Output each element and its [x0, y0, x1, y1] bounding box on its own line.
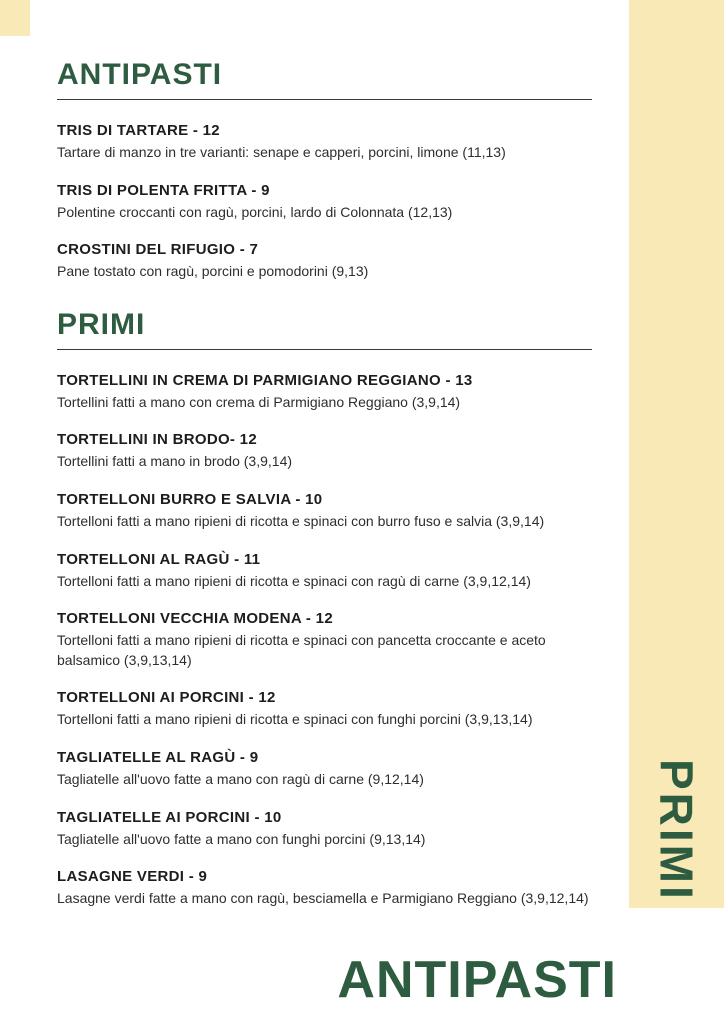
menu-item-description: Tortelloni fatti a mano ripieni di ricotta e spinaci con pancetta croccante e aceto balsamico (3,9,13,14) — [57, 632, 546, 668]
menu-item-name: TORTELLONI VECCHIA MODENA - 12 — [57, 610, 333, 628]
section-title-primi: PRIMI — [57, 307, 146, 341]
menu-item — [57, 239, 592, 282]
menu-item-name: TORTELLINI IN CREMA DI PARMIGIANO REGGIANO - 13 — [57, 371, 473, 389]
menu-item-name: TRIS DI TARTARE - 12 — [57, 122, 220, 139]
menu-item-name: TORTELLINI IN BRODO- 12 — [57, 431, 257, 449]
menu-item-name: LASAGNE VERDI - 9 — [57, 868, 208, 886]
menu-item-name: CROSTINI DEL RIFUGIO - 7 — [57, 241, 259, 259]
menu-item — [57, 489, 592, 532]
menu-item-description: Tortelloni fatti a mano ripieni di ricotta e spinaci con ragù di carne (3,9,12,14) — [57, 572, 531, 589]
menu-item — [57, 747, 592, 790]
menu-item — [57, 687, 592, 730]
menu-item-description: Tagliatelle all'uovo fatte a mano con funghi porcini (9,13,14) — [57, 830, 426, 847]
menu-item — [57, 180, 592, 223]
menu-item-description: Tortelloni fatti a mano ripieni di ricotta e spinaci con burro fuso e salvia (3,9,14) — [57, 512, 545, 529]
menu-item-name: TAGLIATELLE AI PORCINI - 10 — [57, 808, 282, 826]
vertical-section-label: PRIMI — [650, 759, 703, 902]
menu-item-name: TORTELLONI BURRO E SALVIA - 10 — [57, 490, 323, 508]
menu-content — [57, 58, 592, 926]
section-antipasti — [57, 58, 592, 282]
menu-item-description: Tortellini fatti a mano con crema di Parmigiano Reggiano (3,9,14) — [57, 393, 461, 410]
footer-section-label: ANTIPASTI — [337, 951, 617, 1009]
menu-item — [57, 866, 592, 909]
menu-item-name: TORTELLONI AI PORCINI - 12 — [57, 689, 276, 707]
section-divider — [57, 99, 592, 100]
menu-item-description: Tagliatelle all'uovo fatte a mano con ragù di carne (9,12,14) — [57, 770, 424, 787]
side-accent-strip — [629, 0, 724, 908]
menu-item-name: TORTELLONI AL RAGÙ - 11 — [57, 550, 261, 568]
menu-item — [57, 429, 592, 472]
section-title-antipasti: ANTIPASTI — [57, 58, 223, 91]
menu-item — [57, 370, 592, 413]
menu-item-name: TRIS DI POLENTA FRITTA - 9 — [57, 181, 270, 199]
menu-item-description: Tortelloni fatti a mano ripieni di ricotta e spinaci con funghi porcini (3,9,13,14) — [57, 711, 533, 728]
section-primi — [57, 308, 592, 909]
menu-item — [57, 120, 592, 163]
menu-item — [57, 608, 592, 670]
menu-item-name: TAGLIATELLE AL RAGÙ - 9 — [57, 748, 259, 766]
menu-item — [57, 549, 592, 592]
menu-item-description: Tartare di manzo in tre varianti: senape e capperi, porcini, limone (11,13) — [57, 144, 506, 160]
menu-item-description: Tortellini fatti a mano in brodo (3,9,14) — [57, 453, 293, 470]
section-divider — [57, 349, 592, 350]
menu-item-description: Pane tostato con ragù, porcini e pomodorini (9,13) — [57, 263, 369, 280]
corner-accent-block — [0, 0, 30, 36]
menu-item — [57, 807, 592, 850]
menu-item-description: Lasagne verdi fatte a mano con ragù, besciamella e Parmigiano Reggiano (3,9,12,14) — [57, 890, 589, 907]
menu-item-description: Polentine croccanti con ragù, porcini, lardo di Colonnata (12,13) — [57, 203, 453, 220]
